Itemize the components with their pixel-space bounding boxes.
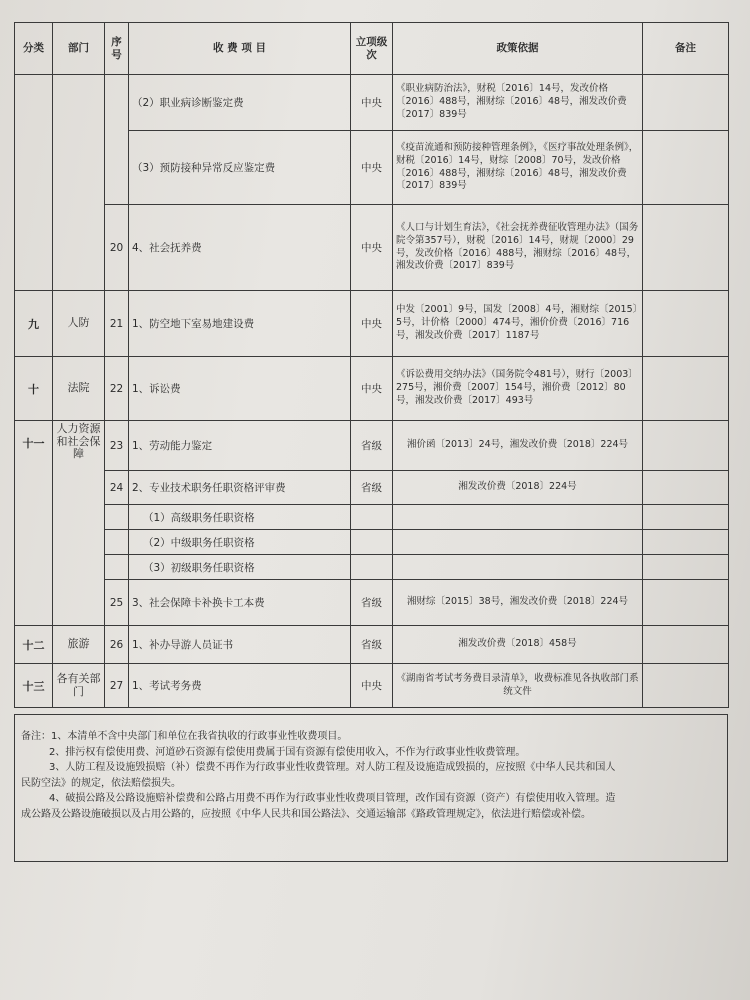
table-header-row bbox=[15, 23, 729, 75]
remarks-cell bbox=[643, 664, 729, 708]
policy-cell: 中发〔2001〕9号，国发〔2008〕4号，湘财综〔2015〕5号，计价格〔2000〕474号，湘价价费〔2016〕716号，湘发改价费〔2017〕1187号 bbox=[393, 291, 643, 357]
level-cell: 省级 bbox=[351, 626, 393, 664]
level-cell bbox=[351, 530, 393, 555]
department-cell: 各有关部门 bbox=[53, 664, 105, 708]
header-level: 立项级次 bbox=[351, 23, 393, 75]
note-line-3: 3、人防工程及设施毁损赔（补）偿费不再作为行政事业性收费管理。对人防工程及设施造成毁损的，应按照《中华人民共和国人 bbox=[49, 762, 616, 773]
level-cell bbox=[351, 505, 393, 530]
policy-cell: 湘发改价费〔2018〕224号 bbox=[393, 471, 643, 505]
item-cell: 1、诉讼费 bbox=[129, 357, 351, 421]
seq-cell: 26 bbox=[105, 626, 129, 664]
seq-cell: 20 bbox=[105, 205, 129, 291]
policy-cell: 《湖南省考试考务费目录清单》，收费标准见各执收部门系统文件 bbox=[393, 664, 643, 708]
department-cell: 人防 bbox=[53, 291, 105, 357]
item-cell: 1、劳动能力鉴定 bbox=[129, 421, 351, 471]
remarks-cell bbox=[643, 555, 729, 580]
item-cell: 2、专业技术职务任职资格评审费 bbox=[129, 471, 351, 505]
remarks-cell bbox=[643, 421, 729, 471]
note-line-3-cont: 民防空法》的规定，依法赔偿损失。 bbox=[21, 777, 181, 789]
item-cell: 3、社会保障卡补换卡工本费 bbox=[129, 580, 351, 626]
header-seq: 序号 bbox=[105, 23, 129, 75]
table-row bbox=[15, 75, 729, 131]
remarks-cell bbox=[643, 530, 729, 555]
remarks-cell bbox=[643, 580, 729, 626]
policy-cell: 湘发改价费〔2018〕458号 bbox=[393, 626, 643, 664]
item-cell: （2）中级职务任职资格 bbox=[129, 530, 351, 555]
level-cell: 省级 bbox=[351, 421, 393, 471]
item-cell: （3）预防接种异常反应鉴定费 bbox=[129, 131, 351, 205]
table-row bbox=[15, 555, 729, 580]
seq-cell: 24 bbox=[105, 471, 129, 505]
policy-cell: 《人口与计划生育法》，《社会抚养费征收管理办法》（国务院令第357号），财税〔2016〕14号，财规〔2000〕29号，发改价格〔2016〕488号，湘财综〔2016〕48号，湘发改价费〔2017〕839号 bbox=[393, 205, 643, 291]
item-cell: 1、考试考务费 bbox=[129, 664, 351, 708]
category-cell bbox=[15, 75, 53, 291]
item-cell: （1）高级职务任职资格 bbox=[129, 505, 351, 530]
remarks-cell bbox=[643, 291, 729, 357]
policy-cell: 湘价函〔2013〕24号，湘发改价费〔2018〕224号 bbox=[393, 421, 643, 471]
level-cell bbox=[351, 555, 393, 580]
header-item: 收 费 项 目 bbox=[129, 23, 351, 75]
category-cell: 十一 bbox=[15, 421, 53, 626]
item-cell: （2）职业病诊断鉴定费 bbox=[129, 75, 351, 131]
table-row bbox=[15, 530, 729, 555]
policy-cell: 《疫苗流通和预防接种管理条例》，《医疗事故处理条例》，财税〔2016〕14号，财综〔2008〕70号，发改价格〔2016〕488号，湘财综〔2016〕48号，湘发改价费〔2017〕839号 bbox=[393, 131, 643, 205]
seq-cell bbox=[105, 530, 129, 555]
remarks-cell bbox=[643, 357, 729, 421]
table-row bbox=[15, 505, 729, 530]
header-department: 部门 bbox=[53, 23, 105, 75]
table-row bbox=[15, 205, 729, 291]
note-line-4-cont: 成公路及公路设施破损以及占用公路的，应按照《中华人民共和国公路法》、交通运输部《路政管理规定》，依法进行赔偿或补偿。 bbox=[21, 808, 591, 820]
seq-cell: 25 bbox=[105, 580, 129, 626]
item-cell: 1、防空地下室易地建设费 bbox=[129, 291, 351, 357]
category-cell: 九 bbox=[15, 291, 53, 357]
seq-cell: 21 bbox=[105, 291, 129, 357]
note-line-4: 4、破损公路及公路设施赔补偿费和公路占用费不再作为行政事业性收费项目管理，改作国有资源（资产）有偿使用收入管理。造 bbox=[49, 793, 616, 804]
table-row bbox=[15, 626, 729, 664]
level-cell: 中央 bbox=[351, 75, 393, 131]
table-row bbox=[15, 291, 729, 357]
header-category: 分类 bbox=[15, 23, 53, 75]
table-row bbox=[15, 664, 729, 708]
header-remarks: 备注 bbox=[643, 23, 729, 75]
note-line-2: 2、排污权有偿使用费、河道砂石资源有偿使用费属于国有资源有偿使用收入，不作为行政事业性收费管理。 bbox=[49, 746, 526, 758]
remarks-cell bbox=[643, 75, 729, 131]
level-cell: 省级 bbox=[351, 580, 393, 626]
department-cell: 人力资源和社会保障 bbox=[53, 421, 105, 626]
policy-cell: 《诉讼费用交纳办法》（国务院令481号），财行〔2003〕275号，湘价费〔2007〕154号，湘价费〔2012〕80号，湘发改价费〔2017〕493号 bbox=[393, 357, 643, 421]
item-cell: （3）初级职务任职资格 bbox=[129, 555, 351, 580]
policy-cell bbox=[393, 530, 643, 555]
remarks-cell bbox=[643, 131, 729, 205]
table-row bbox=[15, 357, 729, 421]
department-cell: 旅游 bbox=[53, 626, 105, 664]
level-cell: 中央 bbox=[351, 357, 393, 421]
notes-box bbox=[14, 714, 728, 862]
category-cell: 十 bbox=[15, 357, 53, 421]
seq-cell: 23 bbox=[105, 421, 129, 471]
level-cell: 中央 bbox=[351, 291, 393, 357]
seq-cell bbox=[105, 75, 129, 205]
level-cell: 省级 bbox=[351, 471, 393, 505]
header-policy: 政策依据 bbox=[393, 23, 643, 75]
item-cell: 4、社会抚养费 bbox=[129, 205, 351, 291]
table-row bbox=[15, 421, 729, 471]
seq-cell bbox=[105, 505, 129, 530]
remarks-cell bbox=[643, 505, 729, 530]
note-line-1: 备注：1、本清单不含中央部门和单位在我省执收的行政事业性收费项目。 bbox=[21, 731, 348, 742]
seq-cell bbox=[105, 555, 129, 580]
level-cell: 中央 bbox=[351, 205, 393, 291]
category-cell: 十三 bbox=[15, 664, 53, 708]
remarks-cell bbox=[643, 626, 729, 664]
table-row bbox=[15, 471, 729, 505]
remarks-cell bbox=[643, 205, 729, 291]
table-row bbox=[15, 580, 729, 626]
policy-cell: 湘财综〔2015〕38号，湘发改价费〔2018〕224号 bbox=[393, 580, 643, 626]
fee-table bbox=[14, 22, 729, 708]
department-cell: 法院 bbox=[53, 357, 105, 421]
category-cell: 十二 bbox=[15, 626, 53, 664]
fee-list-sheet bbox=[14, 22, 744, 862]
item-cell: 1、补办导游人员证书 bbox=[129, 626, 351, 664]
level-cell: 中央 bbox=[351, 664, 393, 708]
policy-cell bbox=[393, 505, 643, 530]
remarks-cell bbox=[643, 471, 729, 505]
department-cell bbox=[53, 75, 105, 291]
seq-cell: 22 bbox=[105, 357, 129, 421]
seq-cell: 27 bbox=[105, 664, 129, 708]
level-cell: 中央 bbox=[351, 131, 393, 205]
policy-cell: 《职业病防治法》，财税〔2016〕14号，发改价格〔2016〕488号，湘财综〔2016〕48号，湘发改价费〔2017〕839号 bbox=[393, 75, 643, 131]
policy-cell bbox=[393, 555, 643, 580]
